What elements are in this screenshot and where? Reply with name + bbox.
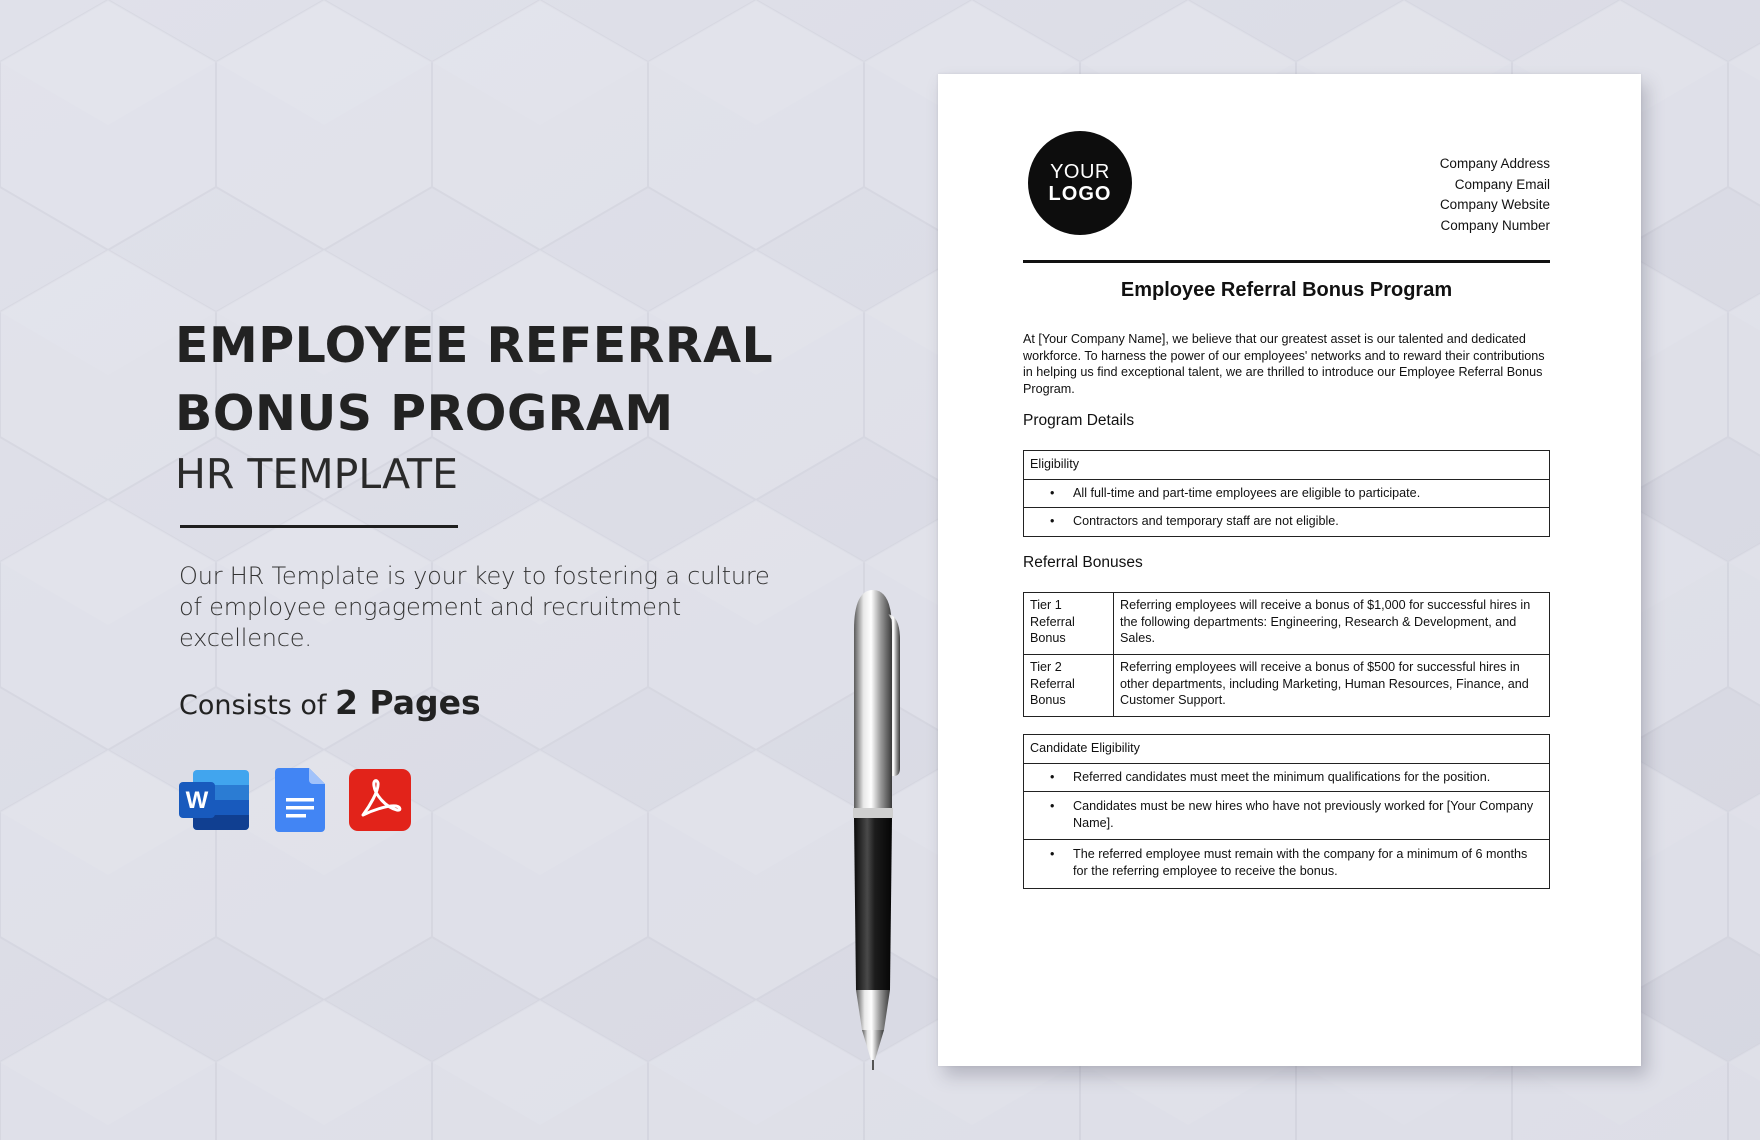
bullet-dot: • xyxy=(1050,769,1055,784)
logo-line1: YOUR xyxy=(1050,161,1110,183)
tier-description: Referring employees will receive a bonus of $1,000 for successful hires in the following departments: Engineering, Research & Development, and Sales. xyxy=(1114,593,1550,655)
candidate-item-text: Candidates must be new hires who have not previously worked for [Your Company Name]. xyxy=(1073,799,1534,830)
eligibility-item-text: Contractors and temporary staff are not eligible. xyxy=(1073,514,1339,528)
list-item xyxy=(1024,792,1550,840)
list-item xyxy=(1024,479,1550,508)
header-divider xyxy=(1023,260,1550,263)
pdf-icon[interactable] xyxy=(349,769,411,831)
tier-label: Tier 2 Referral Bonus xyxy=(1024,655,1114,717)
referral-bonuses-heading: Referral Bonuses xyxy=(1023,554,1143,571)
program-details-heading: Program Details xyxy=(1023,412,1135,429)
candidate-item-text: The referred employee must remain with the company for a minimum of 6 months for the referring employee to receive the bonus. xyxy=(1073,847,1528,878)
promo-title xyxy=(175,312,815,448)
promo-description: Our HR Template is your key to fostering a culture of employee engagement and recruitment excellence. xyxy=(179,562,770,652)
page-count xyxy=(179,683,815,722)
promo-divider xyxy=(180,525,458,528)
bullet-dot: • xyxy=(1050,847,1055,861)
list-item xyxy=(1024,840,1550,889)
candidate-item-text: Referred candidates must meet the minimum qualifications for the position. xyxy=(1073,769,1491,784)
document-title: Employee Referral Bonus Program xyxy=(1120,279,1453,301)
bullet-dot: • xyxy=(1050,514,1055,528)
company-address: Company Address xyxy=(1439,156,1550,171)
tier-description: Referring employees will receive a bonus of $500 for successful hires in other departments, including Marketing, Human Resources, Finance, and Customer Support. xyxy=(1114,655,1550,717)
bullet-dot: • xyxy=(1050,799,1055,813)
list-item xyxy=(1024,508,1550,537)
company-logo xyxy=(1028,131,1132,235)
company-number: Company Number xyxy=(1440,217,1550,233)
google-docs-icon[interactable] xyxy=(275,768,325,832)
company-website: Company Website xyxy=(1439,197,1550,212)
tier-label: Tier 1 Referral Bonus xyxy=(1024,593,1114,655)
eligibility-table xyxy=(1023,450,1550,537)
referral-bonus-table xyxy=(1023,592,1550,717)
page-count-value: 2 Pages xyxy=(334,683,481,722)
list-item xyxy=(1024,763,1550,792)
word-icon[interactable] xyxy=(179,768,251,832)
pen-illustration xyxy=(848,590,910,1070)
promo-panel xyxy=(175,312,815,832)
word-icon-letter: W xyxy=(185,787,209,814)
format-icons xyxy=(179,768,815,832)
table-row xyxy=(1024,655,1550,717)
company-email: Company Email xyxy=(1454,176,1550,192)
eligibility-heading: Eligibility xyxy=(1024,451,1550,480)
document-page xyxy=(938,74,1641,1066)
promo-title-line1: EMPLOYEE REFERRAL xyxy=(175,317,774,374)
eligibility-item-text: All full-time and part-time employees are eligible to participate. xyxy=(1073,485,1421,500)
promo-title-line2: BONUS PROGRAM xyxy=(175,385,674,442)
page-count-prefix: Consists of xyxy=(179,690,327,721)
candidate-eligibility-heading: Candidate Eligibility xyxy=(1024,735,1550,764)
table-row xyxy=(1024,593,1550,655)
promo-subtitle: HR TEMPLATE xyxy=(175,450,458,498)
company-info xyxy=(1440,154,1550,236)
logo-line2: LOGO xyxy=(1048,183,1112,205)
intro-paragraph: At [Your Company Name], we believe that our greatest asset is our talented and dedicated workforce. To harness the power of our employees' networks and to reward their contributions in helping us find exceptional talent, we are thrilled to introduce our Employee Referral Bonus Program. xyxy=(1023,332,1545,396)
candidate-eligibility-table xyxy=(1023,734,1550,889)
bullet-dot: • xyxy=(1050,485,1055,500)
